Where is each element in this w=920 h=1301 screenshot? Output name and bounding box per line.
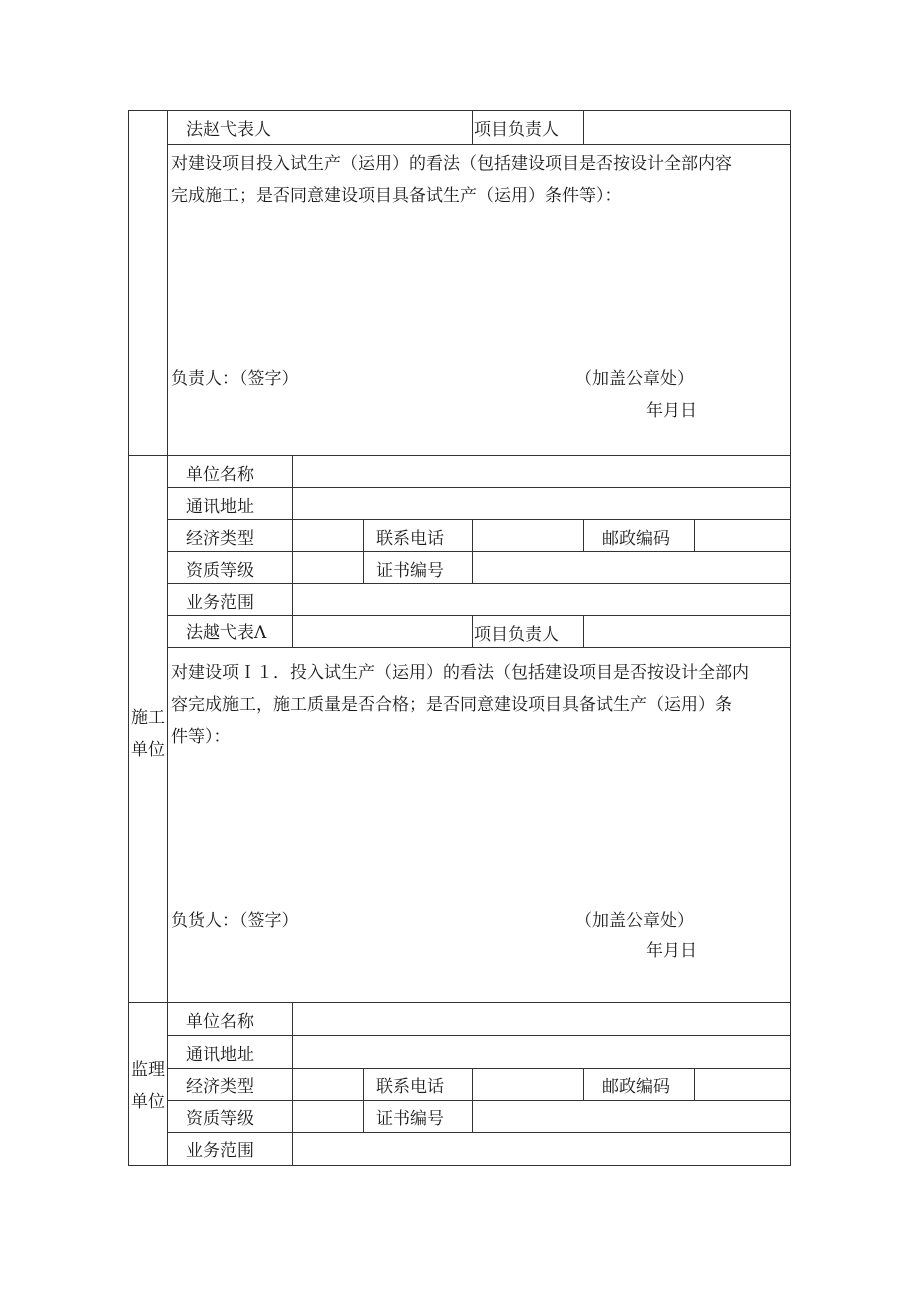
row-divider — [167, 487, 791, 488]
section-title-line: 施工 — [131, 708, 165, 728]
legal-rep-label: 法越弋表Λ — [186, 623, 267, 643]
row-divider — [167, 615, 791, 616]
section-title-line: 监理 — [131, 1060, 165, 1080]
row-divider — [167, 1068, 791, 1069]
cell-divider — [583, 1068, 584, 1100]
opinion-text-line: 件等）： — [171, 727, 231, 747]
cell-divider — [363, 1068, 364, 1132]
cell-divider — [583, 110, 584, 144]
date-label: 年月日 — [646, 941, 697, 961]
cell-divider — [363, 519, 364, 583]
phone-label: 联系电话 — [376, 529, 444, 549]
phone-label: 联系电话 — [376, 1077, 444, 1097]
row-divider — [167, 1132, 791, 1133]
section-divider — [128, 455, 791, 456]
row-divider — [167, 519, 791, 520]
seal-label: （加盖公章处） — [575, 911, 694, 931]
business-scope-label: 业务范围 — [186, 593, 254, 613]
cert-no-label: 证书编号 — [376, 1109, 444, 1129]
opinion-text-line: 对建设项目投入试生产（运用）的看法（包括建设项目是否按设计全部内容 — [171, 154, 732, 174]
cell-divider — [583, 519, 584, 551]
opinion-text-line: 容完成施工，施工质量是否合格；是否同意建设项目具备试生产（运用）条 — [171, 695, 732, 715]
signature-label: 负责人：（签字） — [171, 369, 299, 389]
cell-divider — [694, 519, 695, 551]
qualification-label: 资质等级 — [186, 561, 254, 581]
opinion-text-line: 完成施工；是否同意建设项目具备试生产（运用）条件等）： — [171, 186, 622, 206]
cell-divider — [472, 1068, 473, 1132]
cell-divider — [472, 110, 473, 144]
cell-divider — [583, 615, 584, 647]
cell-divider — [694, 1068, 695, 1100]
unit-name-label: 单位名称 — [186, 1012, 254, 1032]
cell-divider — [292, 1002, 293, 1166]
legal-rep-label: 法赵弋表人 — [186, 120, 271, 140]
row-divider — [167, 551, 791, 552]
section-title-line: 单位 — [131, 740, 165, 760]
signature-label: 负货人：（签字） — [171, 911, 299, 931]
section-title-line: 单位 — [131, 1092, 165, 1112]
section-title-supervision — [129, 1054, 167, 1118]
cert-no-label: 证书编号 — [376, 561, 444, 581]
row-divider — [167, 647, 791, 648]
cell-divider — [472, 615, 473, 647]
project-lead-label: 项目负责人 — [474, 625, 559, 645]
row-divider — [167, 1100, 791, 1101]
address-label: 通讯地址 — [186, 497, 254, 517]
postcode-label: 邮政编码 — [602, 1077, 670, 1097]
seal-label: （加盖公章处） — [575, 369, 694, 389]
row-divider — [167, 1035, 791, 1036]
cell-divider — [472, 519, 473, 583]
cell-divider — [292, 455, 293, 647]
business-scope-label: 业务范围 — [186, 1141, 254, 1161]
econ-type-label: 经济类型 — [186, 529, 254, 549]
postcode-label: 邮政编码 — [602, 529, 670, 549]
date-label: 年月日 — [646, 401, 697, 421]
opinion-text-line: 对建设项Ｉ１．投入试生产（运用）的看法（包括建设项目是否按设计全部内 — [171, 663, 749, 683]
row-divider — [167, 144, 791, 145]
econ-type-label: 经济类型 — [186, 1077, 254, 1097]
address-label: 通讯地址 — [186, 1045, 254, 1065]
project-lead-label: 项目负责人 — [474, 120, 559, 140]
qualification-label: 资质等级 — [186, 1109, 254, 1129]
row-divider — [167, 583, 791, 584]
section-divider — [128, 1002, 791, 1003]
unit-name-label: 单位名称 — [186, 465, 254, 485]
column-divider — [167, 110, 168, 1166]
section-title-construction — [129, 702, 167, 766]
